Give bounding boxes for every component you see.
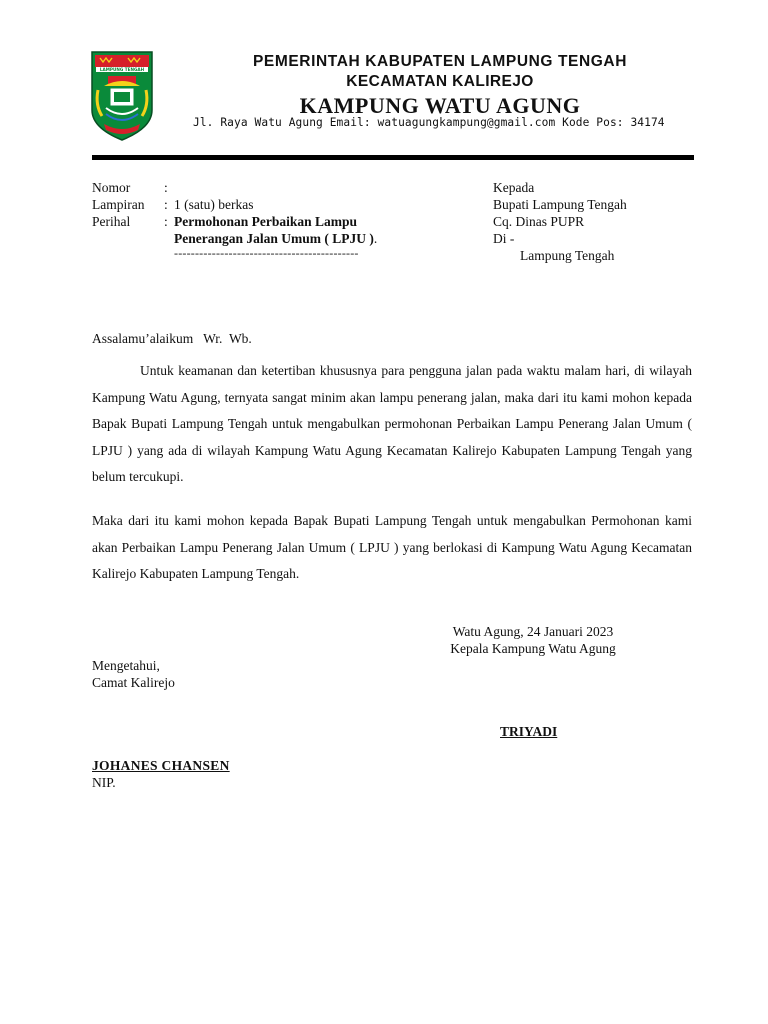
signer-right-title: Kepala Kampung Watu Agung: [450, 641, 616, 656]
signature-left-block: [92, 657, 175, 691]
perihal-line2-wrap: [174, 230, 377, 247]
recipient-block: [493, 179, 627, 264]
body-paragraph-2: Maka dari itu kami mohon kepada Bapak Bupati Lampung Tengah untuk mengabulkan Permohonan kami akan Perbaikan Lampu Penerang Jalan Umum ( LPJU ) yang berlokasi di Kampung Watu Agung Kecamatan Kalirejo Kabupaten Lampung Tengah.: [92, 513, 692, 581]
perihal-label: Perihal: [92, 214, 131, 229]
perihal-line1: Permohonan Perbaikan Lampu: [174, 214, 358, 229]
signer-left-title: Camat Kalirejo: [92, 675, 175, 690]
perihal-colon: :: [164, 214, 168, 229]
letterhead: [170, 52, 710, 120]
recipient-line1: Kepada: [493, 180, 535, 195]
letterhead-government: PEMERINTAH KABUPATEN LAMPUNG TENGAH: [252, 53, 628, 70]
place-date: Watu Agung, 24 Januari 2023: [452, 624, 614, 639]
nomor-label: Nomor: [92, 180, 131, 195]
signature-right-block: [437, 623, 629, 657]
greeting: Assalamu’alaikum Wr. Wb.: [92, 331, 252, 346]
lampiran-value: 1 (satu) berkas: [174, 197, 254, 212]
signer-right-name: TRIYADI: [500, 724, 558, 739]
regency-emblem-logo: [90, 50, 154, 142]
body-paragraph-1: Untuk keamanan dan ketertiban khususnya para pengguna jalan pada waktu malam hari, di wilayah Kampung Watu Agung, ternyata sangat minim akan lampu penerang jalan, maka dari itu kami mohon kepada Bapak Bupati Lampung Tengah untuk mengabulkan permohonan Perbaikan Lampu Penerang Jalan Umum ( LPJU ) yang ada di wilayah Kampung Watu Agung Kecamatan Kalirejo Kabupaten Lampung Tengah yang belum tercukupi.: [92, 363, 692, 484]
letterhead-village: KAMPUNG WATU AGUNG: [299, 93, 581, 118]
nomor-colon: :: [164, 180, 168, 195]
perihal-dashed-line: --------------------------------------------: [174, 246, 359, 260]
signer-left-name: JOHANES CHANSEN: [92, 758, 230, 773]
recipient-line5: Lampung Tengah: [520, 248, 615, 263]
acknowledged-label: Mengetahui,: [92, 658, 160, 673]
signer-left-nip: NIP.: [92, 775, 116, 790]
logo-banner-text: LAMPUNG TENGAH: [99, 67, 145, 72]
perihal-line2: Penerangan Jalan Umum ( LPJU ): [174, 231, 374, 246]
lampiran-label: Lampiran: [92, 197, 145, 212]
letterhead-divider: [92, 155, 694, 160]
letterhead-address: Jl. Raya Watu Agung Email: watuagungkampung@gmail.com Kode Pos: 34174: [193, 116, 665, 129]
lampiran-colon: :: [164, 197, 168, 212]
letterhead-district: KECAMATAN KALIREJO: [346, 73, 534, 90]
perihal-suffix: .: [373, 231, 378, 246]
recipient-line3: Cq. Dinas PUPR: [493, 214, 585, 229]
recipient-line2: Bupati Lampung Tengah: [493, 197, 627, 212]
recipient-line4: Di -: [493, 231, 515, 246]
